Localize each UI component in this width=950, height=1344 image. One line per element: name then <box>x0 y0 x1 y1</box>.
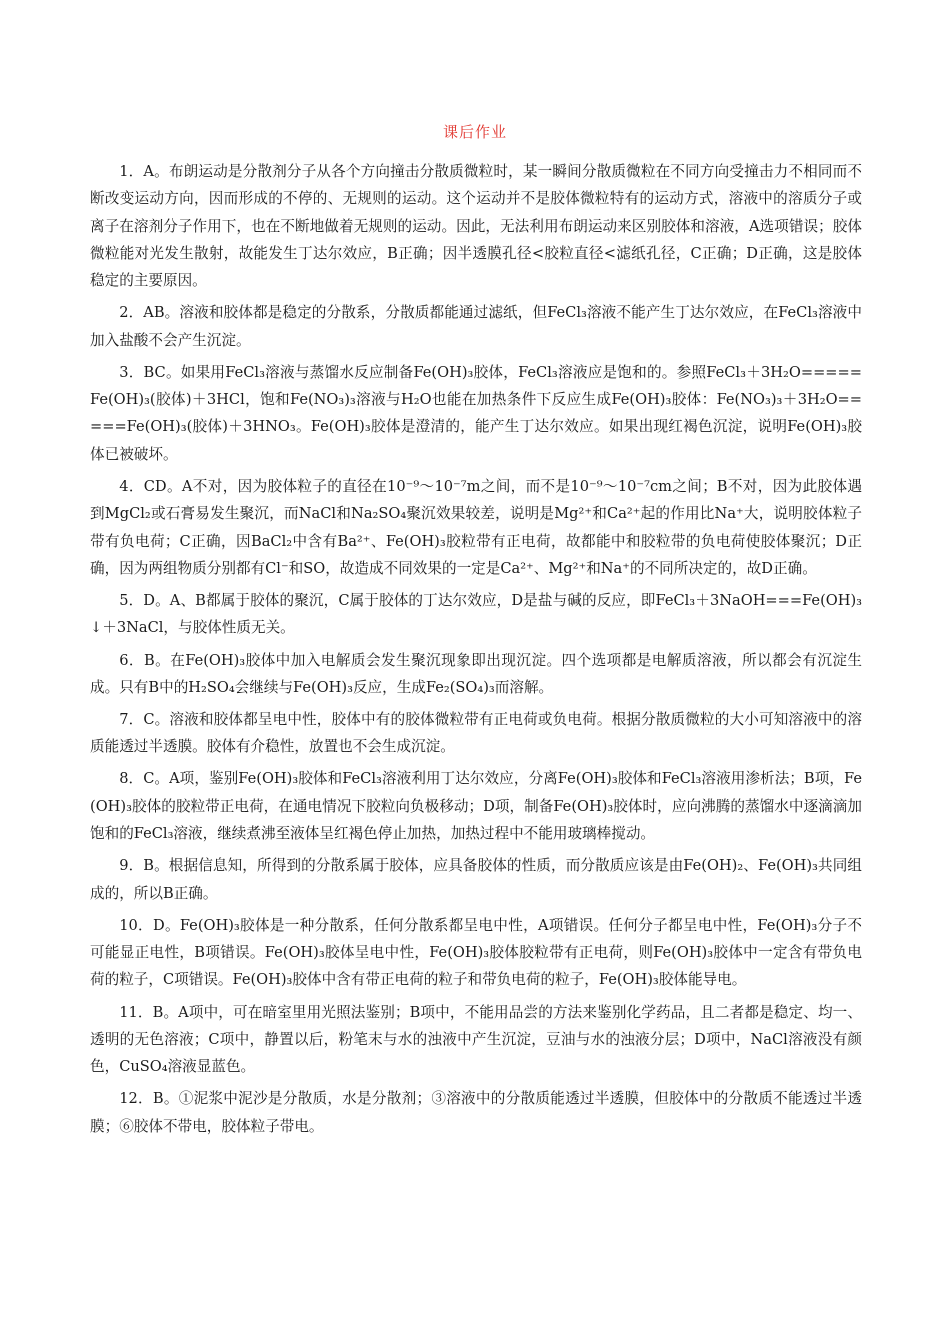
answer-paragraph-3: 3．BC。如果用FeCl₃溶液与蒸馏水反应制备Fe(OH)₃胶体，FeCl₃溶液应是饱和的。参照FeCl₃＋3H₂O=====Fe(OH)₃(胶体)＋3HCl，饱和Fe(NO₃)₃溶液与H₂O也能在加热条件下反应生成Fe(OH)₃胶体：Fe(NO₃)₃＋3H₂O=====Fe(OH)₃(胶体)＋3HNO₃。Fe(OH)₃胶体是澄清的，能产生丁达尔效应。如果出现红褐色沉淀，说明Fe(OH)₃胶体已被破坏。 <box>90 363 862 463</box>
answer-paragraph-2: 2．AB。溶液和胶体都是稳定的分散系，分散质都能通过滤纸，但FeCl₃溶液不能产生丁达尔效应，在FeCl₃溶液中加入盐酸不会产生沉淀。 <box>90 304 862 349</box>
answer-paragraph-11: 11．B。A项中，可在暗室里用光照法鉴别；B项中，不能用品尝的方法来鉴别化学药品，且二者都是稳定、均一、透明的无色溶液；C项中，静置以后，粉笔末与水的浊液中产生沉淀，豆油与水的浊液分层；D项中，NaCl溶液没有颜色，CuSO₄溶液显蓝色。 <box>90 1003 862 1076</box>
answer-paragraph-9: 9．B。根据信息知，所得到的分散系属于胶体，应具备胶体的性质，而分散质应该是由Fe(OH)₂、Fe(OH)₃共同组成的，所以B正确。 <box>90 857 862 902</box>
answer-paragraph-4: 4．CD。A不对，因为胶体粒子的直径在10⁻⁹～10⁻⁷m之间，而不是10⁻⁹～10⁻⁷cm之间；B不对，因为此胶体遇到MgCl₂或石膏易发生聚沉，而NaCl和Na₂SO₄聚沉效果较差，说明是Mg²⁺和Ca²⁺起的作用比Na⁺大，说明胶体粒子带有负电荷；C正确，因BaCl₂中含有Ba²⁺、Fe(OH)₃胶粒带有正电荷，故都能中和胶粒带的负电荷使胶体聚沉；D正确，因为两组物质分别都有Cl⁻和SO，故造成不同效果的一定是Ca²⁺、Mg²⁺和Na⁺的不同所决定的，故D正确。 <box>90 477 862 577</box>
answer-paragraph-5: 5．D。A、B都属于胶体的聚沉，C属于胶体的丁达尔效应，D是盐与碱的反应，即FeCl₃＋3NaOH===Fe(OH)₃↓＋3NaCl，与胶体性质无关。 <box>90 592 862 637</box>
answer-paragraph-1: 1．A。布朗运动是分散剂分子从各个方向撞击分散质微粒时，某一瞬间分散质微粒在不同方向受撞击力不相同而不断改变运动方向，因而形成的不停的、无规则的运动。这个运动并不是胶体微粒特有的运动方式，溶液中的溶质分子或离子在溶剂分子作用下，也在不断地做着无规则的运动。因此，无法利用布朗运动来区别胶体和溶液，A选项错误；胶体微粒能对光发生散射，故能发生丁达尔效应，B正确；因半透膜孔径<胶粒直径<滤纸孔径，C正确；D正确，这是胶体稳定的主要原因。 <box>90 163 862 290</box>
answer-paragraph-6: 6．B。在Fe(OH)₃胶体中加入电解质会发生聚沉现象即出现沉淀。四个选项都是电解质溶液，所以都会有沉淀生成。只有B中的H₂SO₄会继续与Fe(OH)₃反应，生成Fe₂(SO₄)₃而溶解。 <box>90 651 862 696</box>
answer-paragraph-12: 12．B。①泥浆中泥沙是分散质，水是分散剂；③溶液中的分散质能透过半透膜，但胶体中的分散质不能透过半透膜；⑥胶体不带电，胶体粒子带电。 <box>90 1090 862 1135</box>
answer-list <box>90 158 862 1145</box>
answer-paragraph-7: 7．C。溶液和胶体都呈电中性，胶体中有的胶体微粒带有正电荷或负电荷。根据分散质微粒的大小可知溶液中的溶质能透过半透膜。胶体有介稳性，放置也不会生成沉淀。 <box>90 710 862 756</box>
answer-paragraph-8: 8．C。A项，鉴别Fe(OH)₃胶体和FeCl₃溶液利用丁达尔效应，分离Fe(OH)₃胶体和FeCl₃溶液用渗析法；B项，Fe(OH)₃胶体的胶粒带正电荷，在通电情况下胶粒向负极移动；D项，制备Fe(OH)₃胶体时，应向沸腾的蒸馏水中逐滴滴加饱和的FeCl₃溶液，继续煮沸至液体呈红褐色停止加热，加热过程中不能用玻璃棒搅动。 <box>90 770 862 843</box>
page-title: 课后作业 <box>442 123 507 141</box>
answer-paragraph-10: 10．D。Fe(OH)₃胶体是一种分散系，任何分散系都呈电中性，A项错误。任何分子都呈电中性，Fe(OH)₃分子不可能显正电性，B项错误。Fe(OH)₃胶体呈电中性，Fe(OH)₃胶体胶粒带有正电荷，则Fe(OH)₃胶体中一定含有带负电荷的粒子，C项错误。Fe(OH)₃胶体中含有带正电荷的粒子和带负电荷的粒子，Fe(OH)₃胶体能导电。 <box>90 916 862 989</box>
